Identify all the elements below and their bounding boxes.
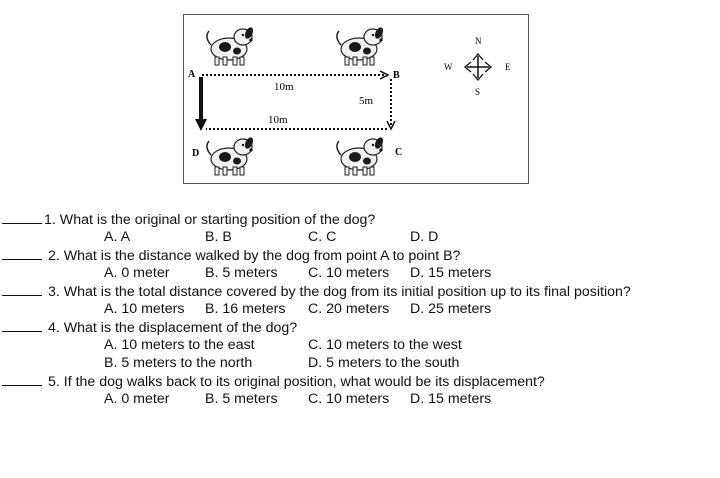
option[interactable]: D. D [410,229,439,245]
distance-ab: 10m [274,81,294,93]
option[interactable]: A. A [104,229,131,245]
compass-icon [465,54,491,80]
question-number: 2. [47,248,60,264]
question-text: What is the displacement of the dog? [63,320,298,336]
option[interactable]: C. 10 meters [308,265,390,281]
answer-blank[interactable] [2,247,42,260]
question-text: What is the total distance covered by the dog from its initial position up to its final position? [63,284,631,300]
option[interactable]: B. 5 meters [205,391,278,407]
question-2 [2,247,460,265]
question-5 [2,373,545,391]
option[interactable]: B. B [205,229,232,245]
option[interactable]: C. 10 meters to the west [308,337,462,353]
question-1 [2,211,375,229]
dog-icon [337,26,385,65]
point-d-label: D [192,148,200,159]
option[interactable]: A. 10 meters [104,301,185,317]
question-number: 5. [47,374,60,390]
question-number: 1. [44,212,56,228]
question-3 [2,283,631,301]
option[interactable]: D. 5 meters to the south [308,355,460,371]
compass-n-label: N [475,36,482,46]
answer-blank[interactable] [2,319,42,332]
option[interactable]: C. 20 meters [308,301,390,317]
option[interactable]: C. 10 meters [308,391,390,407]
option[interactable]: A. 0 meter [104,265,170,281]
compass-e-label: E [505,62,511,72]
distance-bc: 5m [359,95,374,107]
option[interactable]: A. 10 meters to the east [104,337,255,353]
option[interactable]: B. 5 meters [205,265,278,281]
motion-diagram [183,14,529,184]
question-text: What is the original or starting position of the dog? [59,212,376,228]
question-text: If the dog walks back to its original position, what would be its displacement? [63,374,545,390]
answer-blank[interactable] [2,211,42,224]
point-b-label: B [393,70,400,81]
compass-s-label: S [475,87,481,97]
diagram-svg [184,15,530,185]
dog-icon [207,26,255,65]
answer-blank[interactable] [2,283,42,296]
option[interactable]: D. 15 meters [410,265,492,281]
answer-blank[interactable] [2,373,42,386]
point-a-label: A [188,69,196,80]
compass-w-label: W [444,62,453,72]
option[interactable]: A. 0 meter [104,391,170,407]
question-number: 3. [47,284,60,300]
dog-icon [337,136,385,175]
point-c-label: C [395,147,403,158]
option[interactable]: B. 16 meters [205,301,286,317]
question-number: 4. [47,320,60,336]
question-text: What is the distance walked by the dog from point A to point B? [63,248,461,264]
arrow-icon [195,119,207,131]
option[interactable]: B. 5 meters to the north [104,355,253,371]
option[interactable]: D. 15 meters [410,391,492,407]
question-4 [2,319,297,337]
distance-cd: 10m [268,114,288,126]
option[interactable]: C. C [308,229,337,245]
option[interactable]: D. 25 meters [410,301,492,317]
dog-icon [207,136,255,175]
